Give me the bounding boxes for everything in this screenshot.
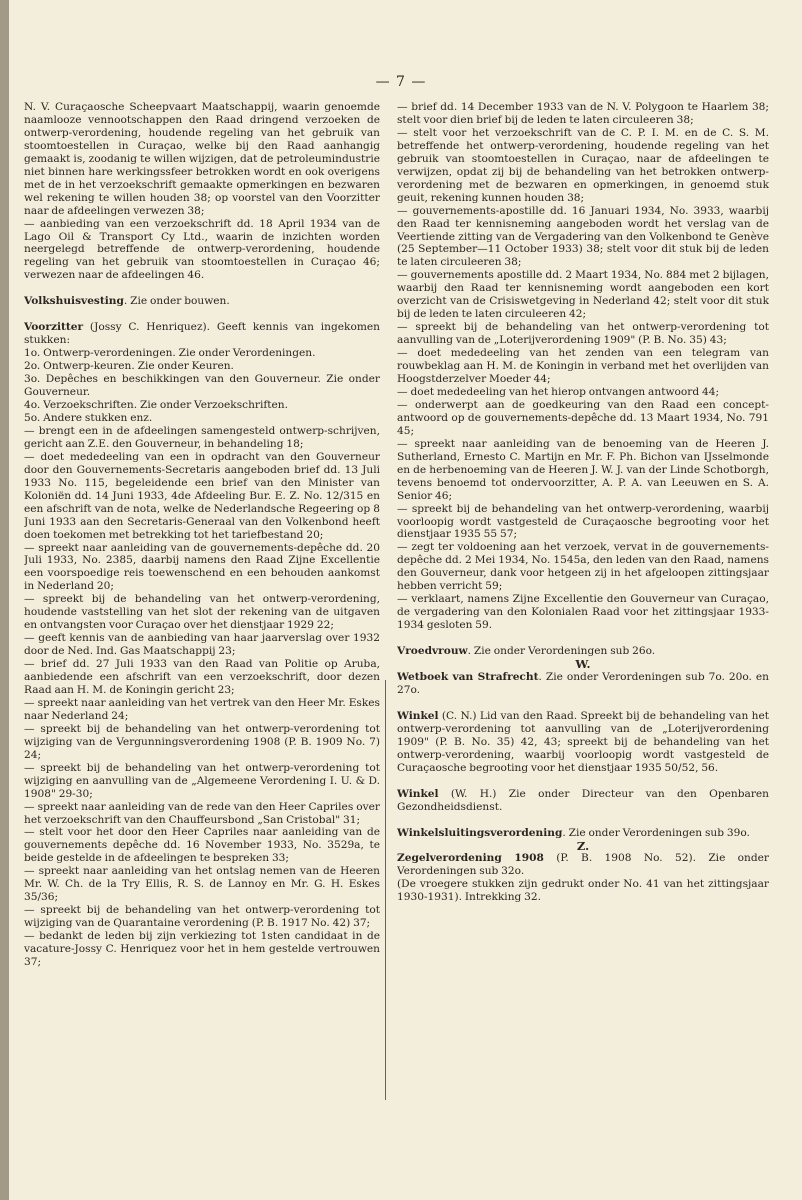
column-divider	[385, 680, 386, 1100]
paragraph: — verklaart, namens Zijne Excellentie den Gouverneur van Curaçao, de vergadering van den Kolonialen Raad voor het zittingsjaar 1933-1934 gesloten 59.	[397, 593, 769, 632]
paragraph: — brengt een in de afdeelingen samengesteld ontwerp-schrijven, gericht aan Z.E. den Gouverneur, in behandeling 18;	[24, 424, 380, 450]
entry-keyword: Wetboek van Strafrecht	[397, 670, 539, 683]
entry-text: (P. B. 1908 No. 52). Zie onder Verordeningen sub 32o.	[397, 852, 769, 878]
entry-keyword: Voorzitter	[24, 321, 84, 334]
left-column	[24, 101, 380, 1181]
entry-keyword: Winkel	[397, 709, 439, 722]
paragraph: — spreekt naar aanleiding van de benoeming van de Heeren J. Sutherland, Ernesto C. Martijn en Mr. F. Ph. Bichon van IJsselmonde en de herbenoeming van de Heeren J. W. J. van der Linde Schotborgh, tevens benoemd tot ondervoorzitter, A. P. A. van Leeuwen en S. A. Senior 46;	[397, 437, 769, 502]
paragraph: — spreekt bij de behandeling van het ontwerp-verordening tot wijziging van de Quarantaine verordening (P. B. 1917 No. 42) 37;	[24, 904, 380, 930]
index-entry-winkelsluiting	[397, 827, 769, 840]
paragraph: — gouvernements-apostille dd. 16 Januari 1934, No. 3933, waarbij den Raad ter kennisneming aangeboden wordt het verslag van de Veertiende zitting van de Vergadering van den Volkenbond te Genève (25 September—11 October 1933) 38; stelt voor dit stuk bij de leden te laten circuleeren 38;	[397, 204, 769, 269]
paragraph: (De vroegere stukken zijn gedrukt onder No. 41 van het zittingsjaar 1930-1931). Intrekking 32.	[397, 878, 769, 904]
paragraph: — spreekt bij de behandeling van het ontwerp-verordening, waarbij voorloopig wordt vastgesteld de Curaçaosche begrooting voor het dienstjaar 1935 55 57;	[397, 502, 769, 541]
paragraph: — spreekt naar aanleiding van het ontslag nemen van de Heeren Mr. W. Ch. de la Try Ellis, R. S. de Lannoy en Mr. G. H. Eskes 35/36;	[24, 865, 380, 904]
entry-keyword: Vroedvrouw	[397, 645, 468, 658]
paragraph: N. V. Curaçaosche Scheepvaart Maatschappij, waarin genoemde naamlooze vennootschappen den Raad dringend verzoeken de ontwerp-verordening, houdende regeling van het gebruik van stoomtoestellen in Curaçao, welke bij den Raad aanhangig gemaakt is, zoodanig te willen wijzigen, dat de petroleumindustrie niet binnen hare werkingssfeer betrokken wordt en ook overigens met de in het verzoekschrift gemaakte opmerkingen en bezwaren wel rekening te willen houden 38; op voorstel van den Voorzitter naar de afdeelingen verwezen 38;	[24, 101, 380, 217]
entry-text: . Zie onder bouwen.	[123, 295, 230, 308]
index-entry-volkshuisvesting	[24, 295, 380, 308]
index-entry-voorzitter	[24, 321, 380, 347]
entry-text: . Zie onder Verordeningen sub 39o.	[562, 826, 750, 839]
list-item: 2o. Ontwerp-keuren. Zie onder Keuren.	[24, 360, 234, 373]
list-item: 1o. Ontwerp-verordeningen. Zie onder Verordeningen.	[24, 347, 316, 360]
paragraph: — spreekt naar aanleiding van de rede van den Heer Capriles over het verzoekschrift van den Chauffeursbond „San Cristobal" 31;	[24, 800, 380, 826]
paragraph: — zegt ter voldoening aan het verzoek, vervat in de gouvernements-depêche dd. 2 Mei 1934, No. 1545a, den leden van den Raad, namens den Gouverneur, dank voor hetgeen zij in het afgeloopen zittingsjaar hebben verricht 59;	[397, 541, 769, 593]
paragraph: — spreekt bij de behandeling van het ontwerp-verordening, houdende vaststelling van het slot der rekening van de uitgaven en ontvangsten voor Curaçao over het dienstjaar 1929 22;	[24, 593, 380, 632]
entry-text: . Zie onder Verordeningen sub 7o. 20o. en 27o.	[397, 670, 769, 696]
paragraph: — stelt voor het verzoekschrift van de C. P. I. M. en de C. S. M. betreffende het ontwerp-verordening, houdende regeling van het gebruik van stoomtoestellen in Curaçao, naar de afdeelingen te verwijzen, opdat zij bij de behandeling van het betrokken ontwerp-verordening met de bezwaren en opmerkingen, in genoemd stuk geuit, rekening kunnen houden 38;	[397, 126, 769, 204]
entry-text: (Jossy C. Henriquez). Geeft kennis van ingekomen stukken:	[24, 321, 380, 347]
paragraph: — spreekt bij de behandeling van het ontwerp-verordening tot aanvulling van de „Loterijverordening 1909" (P. B. No. 35) 43;	[397, 321, 769, 347]
paragraph: — doet mededeeling van het hierop ontvangen antwoord 44;	[397, 385, 720, 398]
index-entry-winkel-wh	[397, 788, 769, 814]
right-column	[397, 101, 769, 1181]
list-item: 3o. Depêches en beschikkingen van den Gouverneur. Zie onder Gouverneur.	[24, 373, 380, 399]
paragraph: — aanbieding van een verzoekschrift dd. 18 April 1934 van de Lago Oil & Transport Cy Ltd., waarin de inzichten worden neergelegd betreffende de ontwerp-verordening, houdende regeling van het gebruik van stoomtoestellen in Curaçao 46; verwezen naar de afdeelingen 46.	[24, 217, 380, 282]
paragraph: — brief dd. 27 Juli 1933 van den Raad van Politie op Aruba, aanbiedende een afschrift van een verzoekschrift, door dezen Raad aan H. M. de Koningin gericht 23;	[24, 658, 380, 696]
list-item: 5o. Andere stukken enz.	[24, 411, 153, 424]
page-number: — 7 —	[375, 74, 427, 90]
entry-keyword: Volkshuisvesting	[24, 295, 124, 308]
page-edge	[0, 0, 9, 1200]
paragraph: — gouvernements apostille dd. 2 Maart 1934, No. 884 met 2 bijlagen, waarbij den Raad ter kennisneming wordt aangeboden een kort overzicht van de Crisiswetgeving in Nederland 42; stelt voor dit stuk bij de leden te laten circuleeren 42;	[397, 269, 769, 321]
paragraph: — bedankt de leden bij zijn verkiezing tot 1sten candidaat in de vacature-Jossy C. Henriquez voor het in hem gestelde vertrouwen 37;	[24, 930, 380, 968]
entry-text: . Zie onder Verordeningen sub 26o.	[467, 645, 656, 658]
paragraph: — stelt voor het door den Heer Capriles naar aanleiding van de gouvernements depêche dd. 16 November 1933, No. 3529a, te beide gestelde in de afdeelingen te bespreken 33;	[24, 826, 380, 865]
paragraph: — spreekt naar aanleiding van het vertrek van den Heer Mr. Eskes naar Nederland 24;	[24, 696, 380, 722]
entry-text: (W. H.) Zie onder Directeur van den Openbaren Gezondheidsdienst.	[397, 787, 769, 813]
entry-keyword: Zegelverordening 1908	[397, 852, 544, 865]
paragraph: — spreekt bij de behandeling van het ontwerp-verordening tot wijziging en aanvulling van de „Algemeene Verordening I. U. & D. 1908" 29-30;	[24, 761, 380, 800]
list-item: 4o. Verzoekschriften. Zie onder Verzoekschriften.	[24, 399, 288, 412]
entry-keyword: Winkel	[397, 787, 439, 800]
index-entry-wetboek	[397, 671, 769, 697]
paragraph: — geeft kennis van de aanbieding van haar jaarverslag over 1932 door de Ned. Ind. Gas Maatschappij 23;	[24, 632, 380, 658]
paragraph: — spreekt naar aanleiding van de gouvernements-depêche dd. 20 Juli 1933, No. 2385, daarbij namens den Raad Zijne Excellentie een voorspoedige reis toewenschend en een behouden aankomst in Nederland 20;	[24, 541, 380, 593]
paragraph: — brief dd. 14 December 1933 van de N. V. Polygoon te Haarlem 38; stelt voor dien brief bij de leden te laten circuleeren 38;	[397, 101, 769, 126]
paragraph: — onderwerpt aan de goedkeuring van den Raad een concept-antwoord op de gouvernements-depêche dd. 13 Maart 1934, No. 791 45;	[397, 398, 769, 437]
index-entry-winkel-cn	[397, 710, 769, 775]
paragraph: — doet mededeeling van het zenden van een telegram van rouwbeklag aan H. M. de Koningin in verband met het overlijden van Hoogstderzelver Moeder 44;	[397, 347, 769, 386]
paragraph: — doet mededeeling van een in opdracht van den Gouverneur door den Gouvernements-Secretaris aangeboden brief dd. 13 Juli 1933 No. 115, begeleidende een brief van den Minister van Koloniën dd. 14 Juni 1933, 4de Afdeeling Bur. E. Z. No. 12/315 en een afschrift van de nota, welke de Nederlandsche Regeering op 8 Juni 1933 aan den Secretaris-Generaal van den Volkenbond heeft doen toekomen met betrekking tot het tariefbestand 20;	[24, 450, 380, 541]
section-letter-w: W.	[575, 657, 591, 672]
entry-keyword: Winkelsluitingsverordening	[397, 826, 563, 839]
paragraph: — spreekt bij de behandeling van het ontwerp-verordening tot wijziging van de Vergunningsverordening 1908 (P. B. 1909 No. 7) 24;	[24, 722, 380, 761]
entry-text: (C. N.) Lid van den Raad. Spreekt bij de behandeling van het ontwerp-verordening tot aanvulling van de „Loterijverordening 1909" (P. B. No. 35) 42, 43; spreekt bij de behandeling van het ontwerp-verordening, waarbij voorloopig wordt vastgesteld de Curaçaosche begrooting voor het dienstjaar 1935 50/52, 56.	[397, 709, 769, 774]
section-letter-z: Z.	[576, 838, 590, 853]
index-entry-zegelverordening	[397, 852, 769, 878]
